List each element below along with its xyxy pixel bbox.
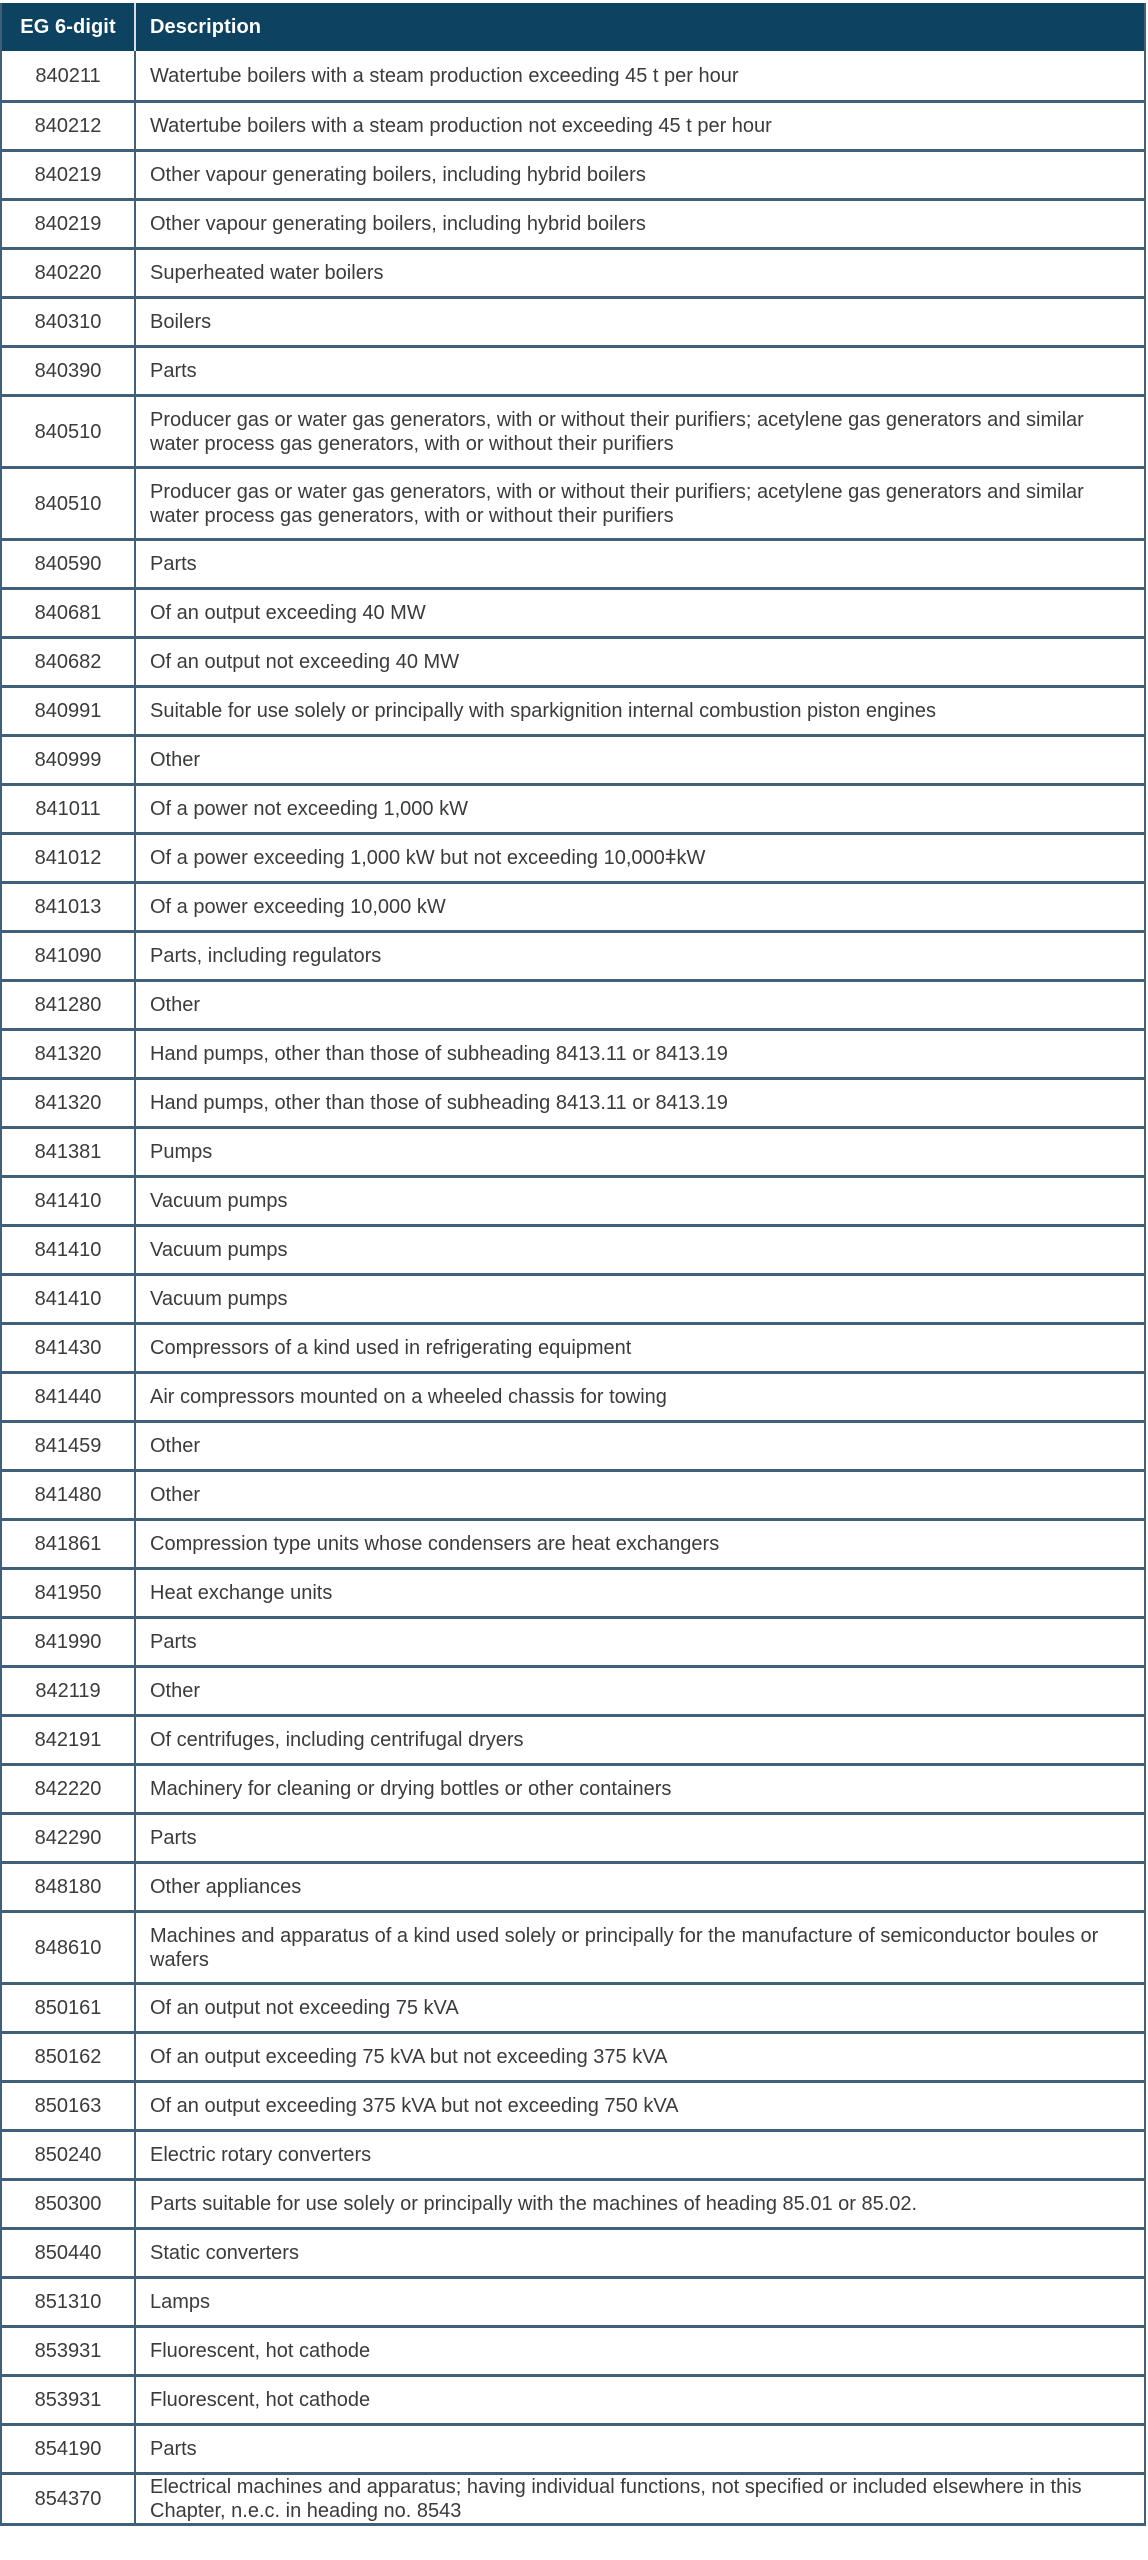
table-row [1,2376,1145,2425]
hs-code-table-container [0,3,1146,2526]
cell-code: 841950 [1,1569,135,1618]
cell-code: 840212 [1,102,135,151]
cell-description: Suitable for use solely or principally with sparkignition internal combustion piston engines [135,687,1145,736]
cell-code: 850440 [1,2229,135,2278]
cell-description: Of an output not exceeding 75 kVA [135,1984,1145,2033]
cell-code: 850240 [1,2131,135,2180]
cell-code: 848610 [1,1912,135,1984]
cell-code: 840219 [1,200,135,249]
cell-code: 851310 [1,2278,135,2327]
cell-description: Hand pumps, other than those of subheading 8413.11 or 8413.19 [135,1079,1145,1128]
cell-code: 840211 [1,51,135,102]
cell-code: 842220 [1,1765,135,1814]
cell-description: Machinery for cleaning or drying bottles or other containers [135,1765,1145,1814]
cell-code: 841280 [1,981,135,1030]
table-row [1,589,1145,638]
cell-description: Vacuum pumps [135,1275,1145,1324]
header-row [1,3,1145,51]
cell-code: 840510 [1,468,135,540]
table-row [1,347,1145,396]
table-row [1,2474,1145,2525]
table-row [1,1667,1145,1716]
cell-description: Compression type units whose condensers are heat exchangers [135,1520,1145,1569]
cell-code: 848180 [1,1863,135,1912]
cell-code: 841861 [1,1520,135,1569]
cell-description: Other appliances [135,1863,1145,1912]
table-row [1,1079,1145,1128]
table-row [1,1984,1145,2033]
cell-code: 842191 [1,1716,135,1765]
table-row [1,200,1145,249]
cell-code: 841381 [1,1128,135,1177]
cell-description: Pumps [135,1128,1145,1177]
cell-description: Other [135,1667,1145,1716]
cell-code: 841480 [1,1471,135,1520]
column-header-description: Description [135,3,1145,51]
table-row [1,298,1145,347]
cell-code: 840390 [1,347,135,396]
cell-description: Of an output exceeding 40 MW [135,589,1145,638]
table-row [1,1030,1145,1079]
cell-code: 841440 [1,1373,135,1422]
table-row [1,785,1145,834]
cell-code: 840590 [1,540,135,589]
cell-code: 841011 [1,785,135,834]
table-row [1,2278,1145,2327]
table-row [1,468,1145,540]
cell-code: 841090 [1,932,135,981]
table-row [1,2033,1145,2082]
cell-code: 840682 [1,638,135,687]
cell-description: Parts suitable for use solely or principally with the machines of heading 85.01 or 85.02. [135,2180,1145,2229]
table-row [1,736,1145,785]
cell-description: Other [135,1471,1145,1520]
cell-code: 841012 [1,834,135,883]
cell-code: 850162 [1,2033,135,2082]
cell-description: Fluorescent, hot cathode [135,2327,1145,2376]
cell-code: 841320 [1,1079,135,1128]
table-row [1,540,1145,589]
table-row [1,1128,1145,1177]
cell-description: Other vapour generating boilers, including hybrid boilers [135,200,1145,249]
table-row [1,2180,1145,2229]
cell-description: Parts [135,2425,1145,2474]
cell-description: Superheated water boilers [135,249,1145,298]
cell-code: 841430 [1,1324,135,1373]
cell-description: Of an output not exceeding 40 MW [135,638,1145,687]
cell-description: Parts [135,1814,1145,1863]
cell-description: Producer gas or water gas generators, with or without their purifiers; acetylene gas generators and similar water process gas generators, with or without their purifiers [135,396,1145,468]
cell-description: Compressors of a kind used in refrigerating equipment [135,1324,1145,1373]
table-row [1,981,1145,1030]
table-row [1,51,1145,102]
cell-description: Parts [135,347,1145,396]
cell-description: Electrical machines and apparatus; having individual functions, not specified or included elsewhere in this Chapter, n.e.c. in heading no. 8543 [135,2474,1145,2525]
cell-description: Watertube boilers with a steam production not exceeding 45 t per hour [135,102,1145,151]
table-row [1,1177,1145,1226]
cell-code: 841410 [1,1177,135,1226]
cell-description: Of an output exceeding 75 kVA but not exceeding 375 kVA [135,2033,1145,2082]
table-row [1,883,1145,932]
table-row [1,1275,1145,1324]
cell-code: 850161 [1,1984,135,2033]
table-row [1,396,1145,468]
cell-description: Vacuum pumps [135,1226,1145,1275]
table-row [1,1324,1145,1373]
cell-description: Electric rotary converters [135,2131,1145,2180]
cell-description: Air compressors mounted on a wheeled chassis for towing [135,1373,1145,1422]
cell-code: 841013 [1,883,135,932]
cell-code: 840510 [1,396,135,468]
table-row [1,1422,1145,1471]
cell-description: Parts, including regulators [135,932,1145,981]
table-row [1,932,1145,981]
cell-description: Parts [135,540,1145,589]
cell-code: 842119 [1,1667,135,1716]
cell-code: 840219 [1,151,135,200]
table-row [1,1716,1145,1765]
cell-code: 840310 [1,298,135,347]
cell-description: Hand pumps, other than those of subheading 8413.11 or 8413.19 [135,1030,1145,1079]
cell-description: Boilers [135,298,1145,347]
cell-description: Of a power not exceeding 1,000 kW [135,785,1145,834]
cell-description: Of an output exceeding 375 kVA but not exceeding 750 kVA [135,2082,1145,2131]
table-row [1,249,1145,298]
table-header [1,3,1145,51]
table-row [1,1373,1145,1422]
cell-code: 841410 [1,1226,135,1275]
table-body [1,51,1145,2525]
table-row [1,687,1145,736]
table-row [1,1520,1145,1569]
cell-description: Lamps [135,2278,1145,2327]
cell-code: 850163 [1,2082,135,2131]
table-row [1,1765,1145,1814]
cell-description: Of a power exceeding 10,000 kW [135,883,1145,932]
cell-description: Other [135,1422,1145,1471]
cell-description: Producer gas or water gas generators, with or without their purifiers; acetylene gas generators and similar water process gas generators, with or without their purifiers [135,468,1145,540]
cell-code: 842290 [1,1814,135,1863]
table-row [1,1912,1145,1984]
cell-code: 840991 [1,687,135,736]
table-row [1,1226,1145,1275]
cell-description: Static converters [135,2229,1145,2278]
table-row [1,102,1145,151]
cell-description: Other [135,736,1145,785]
table-row [1,2229,1145,2278]
table-row [1,151,1145,200]
column-header-code: EG 6-digit [1,3,135,51]
hs-code-table [0,3,1146,2526]
cell-description: Of centrifuges, including centrifugal dryers [135,1716,1145,1765]
cell-code: 840999 [1,736,135,785]
cell-description: Machines and apparatus of a kind used solely or principally for the manufacture of semiconductor boules or wafers [135,1912,1145,1984]
table-row [1,638,1145,687]
cell-description: Parts [135,1618,1145,1667]
cell-code: 840220 [1,249,135,298]
cell-code: 850300 [1,2180,135,2229]
cell-description: Heat exchange units [135,1569,1145,1618]
cell-code: 854370 [1,2474,135,2525]
cell-code: 841990 [1,1618,135,1667]
table-row [1,1471,1145,1520]
cell-description: Fluorescent, hot cathode [135,2376,1145,2425]
table-row [1,1618,1145,1667]
cell-description: Watertube boilers with a steam production exceeding 45 t per hour [150,64,739,87]
cell-code: 840681 [1,589,135,638]
cell-code: 853931 [1,2376,135,2425]
table-row [1,1863,1145,1912]
table-row [1,2082,1145,2131]
cell-code: 853931 [1,2327,135,2376]
cell-description: Other vapour generating boilers, including hybrid boilers [135,151,1145,200]
cell-description: Of a power exceeding 1,000 kW but not exceeding 10,000ǂkW [135,834,1145,883]
cell-code: 841410 [1,1275,135,1324]
table-row [1,2327,1145,2376]
cell-code: 841320 [1,1030,135,1079]
cell-description: Other [135,981,1145,1030]
table-row [1,834,1145,883]
table-row [1,2425,1145,2474]
table-row [1,2131,1145,2180]
table-row [1,1814,1145,1863]
cell-code: 841459 [1,1422,135,1471]
table-row [1,1569,1145,1618]
cell-code: 854190 [1,2425,135,2474]
cell-description: Vacuum pumps [135,1177,1145,1226]
